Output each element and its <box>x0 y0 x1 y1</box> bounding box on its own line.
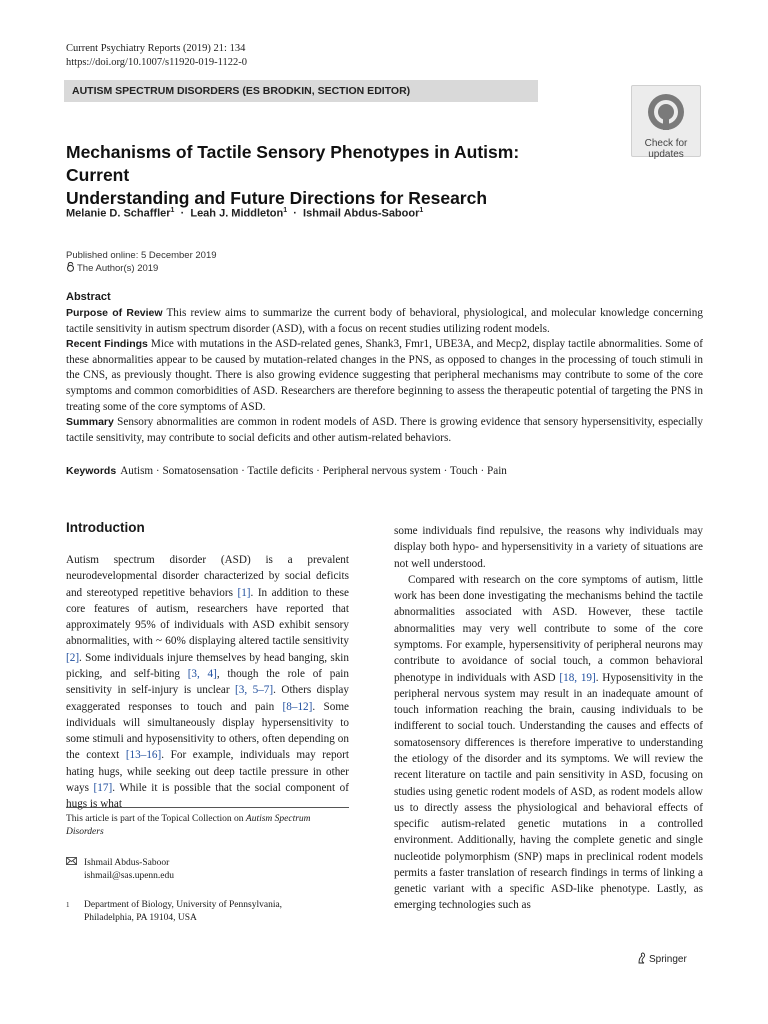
envelope-icon <box>66 857 77 865</box>
purpose-text: This review aims to summarize the current body of behavioral, physiological, and molecular knowledge concerning tactile sensitivity in autism spectrum disorder (ASD), with a focus on recent studies utilizing rodent models. <box>66 307 703 335</box>
citation-link[interactable]: [2] <box>66 651 80 664</box>
author-email[interactable]: ishmail@sas.upenn.edu <box>84 871 175 881</box>
summary-text: Sensory abnormalities are common in rodent models of ASD. There is growing evidence that sensory hypersensitivity, especially tactile sensitivity, may contribute to social deficits and other autism-related behaviors. <box>66 416 703 444</box>
badge-line2: updates <box>648 149 684 160</box>
affiliation-line2: Philadelphia, PA 19104, USA <box>84 913 197 923</box>
published-date: Published online: 5 December 2019 <box>66 250 217 261</box>
citation-link[interactable]: [3, 4] <box>187 667 217 680</box>
author-name[interactable]: Melanie D. Schaffler <box>66 207 171 220</box>
abstract-heading: Abstract <box>66 291 111 303</box>
publisher-name: Springer <box>649 954 687 965</box>
topical-collection-note <box>66 813 349 839</box>
right-text-2: . Hyposensitivity in the peripheral nervous system may result in an inadequate amount of touch information reaching the brain, causing individuals to be indifferent to social touch. Understanding the causes and effects of somatosensory differences is therefore imperative to understanding the etiology of the disorder and its symptoms. We will review the recent literature on tactile and pain sensitivity in ASD, focusing on studies using genetic rodent models of ASD, as rodent models allow us to directly assess the physiological and behavioral effects of specific autism-related genetic mutations in a controlled environment. Additionally, having the complete genetic and single nucleotide polymorphism (SNP) maps in preclinical rodent models permits a faster translation of research findings in terms of linking a genetic variant with a specific ASD-like phenotype. Lastly, as emerging technologies such as <box>394 671 703 912</box>
findings-label: Recent Findings <box>66 338 148 351</box>
introduction-heading: Introduction <box>66 520 145 535</box>
affiliation <box>66 899 282 925</box>
keywords-label: Keywords <box>66 465 117 477</box>
author-affiliation: 1 <box>170 207 175 214</box>
keywords-text: Autism · Somatosensation · Tactile deficits · Peripheral nervous system · Touch · Pain <box>120 465 507 477</box>
doi-link[interactable]: https://doi.org/10.1007/s11920-019-1122-0 <box>66 57 248 68</box>
affiliation-line1: Department of Biology, University of Pennsylvania, <box>84 900 283 910</box>
journal-citation: Current Psychiatry Reports (2019) 21: 134 <box>66 43 246 54</box>
section-banner: AUTISM SPECTRUM DISORDERS (ES BRODKIN, SECTION EDITOR) <box>64 80 538 102</box>
publisher-logo <box>637 952 687 965</box>
summary-label: Summary <box>66 416 114 429</box>
left-text-8: . While it is possible that the social component of hugs is what <box>66 781 349 811</box>
left-text-7: . For example, individuals may report hating hugs, while seeking out deep tactile pressure in other ways <box>66 749 349 794</box>
purpose-label: Purpose of Review <box>66 307 163 319</box>
author-name[interactable]: Leah J. Middleton <box>190 207 284 220</box>
left-text-4: , though the role of pain sensitivity in self-injury is unclear <box>66 667 350 697</box>
affiliation-number: 1 <box>66 901 70 909</box>
title-line1: Mechanisms of Tactile Sensory Phenotypes in Autism: Current <box>66 142 520 185</box>
author-affiliation: 1 <box>419 207 424 214</box>
right-column-text <box>394 523 703 914</box>
title-line2: Understanding and Future Directions for Research <box>66 188 488 208</box>
copyright-line <box>66 262 217 275</box>
copyright-text: The Author(s) 2019 <box>77 263 159 274</box>
abstract-body <box>66 306 703 446</box>
citation-link[interactable]: [18, 19] <box>559 671 596 684</box>
left-text-5: . Others display exaggerated responses to touch and pain <box>66 684 349 713</box>
citation-link[interactable]: [17] <box>93 781 113 794</box>
open-access-icon <box>66 262 75 272</box>
corresponding-author: Ishmail Abdus-Saboor <box>84 858 170 868</box>
citation-link[interactable]: [13–16] <box>125 749 162 762</box>
left-column-text <box>66 552 349 813</box>
publication-info <box>66 250 217 275</box>
left-text-3: . Some individuals injure themselves by head banging, skin picking, and self-biting <box>66 651 349 680</box>
keywords-line <box>66 465 507 477</box>
author-list: Melanie D. Schaffler$^1$ · Leah J. Middleton$^1$ · Ishmail Abdus-Saboor$^1$ <box>66 207 424 220</box>
left-text-1: Autism spectrum disorder (ASD) is a prevalent neurodevelopmental disorder characterized by social deficits and stereotyped repetitive behaviors <box>66 554 349 599</box>
correspondence <box>66 857 174 883</box>
findings-text: Mice with mutations in the ASD-related genes, Shank3, Fmr1, UBE3A, and Mecp2, display tactile abnormalities. Some of these abnormalities appear to be caused by mutation-related changes in the PNS, as opposed to changes in the processing of touch stimuli in the CNS, as previously thought. There is also growing evidence suggesting that peripheral mechanisms may contribute to some of the core symptoms and common comorbidities of ASD. Researchers are therefore beginning to assess the therapeutic potential of targeting the PNS in treating some of the core symptoms of ASD. <box>66 338 703 413</box>
left-text-2: . In addition to these core features of autism, researchers have reported that approximately 95% of individuals with ASD exhibit sensory abnormalities, with ~ 60% displaying altered tactile sensitivity <box>66 586 349 648</box>
check-for-updates-icon <box>646 92 686 132</box>
footnote-prefix: This article is part of the Topical Collection on <box>66 814 246 824</box>
right-paragraph-1: some individuals find repulsive, the reasons why individuals may display both hypo- and hypersensitivity in a variety of situations are not well understood. <box>394 525 703 570</box>
left-text-6: . Some individuals will simultaneously display hypersensitivity to some stimuli and hyposensitivity to others, often depending on the context <box>66 700 349 762</box>
author-affiliation: 1 <box>283 207 288 214</box>
footnote-divider <box>66 807 349 808</box>
citation-link[interactable]: [1] <box>237 586 251 599</box>
author-name[interactable]: Ishmail Abdus-Saboor <box>303 207 420 220</box>
collection-name: Autism Spectrum Disorders <box>66 814 311 837</box>
citation-link[interactable]: [8–12] <box>282 700 313 713</box>
citation-link[interactable]: [3, 5–7] <box>235 684 274 697</box>
journal-header <box>66 42 247 70</box>
article-title <box>66 141 586 210</box>
springer-horse-icon <box>637 952 647 964</box>
right-text-1: Compared with research on the core symptoms of autism, little work has been done investigating the mechanisms behind the tactile abnormalities associated with ASD. However, these tactile abnormalities may very well contribute to some of the core symptoms. For example, hypersensitivity of peripheral neurons may contribute to avoidance of social touch, a common behavioral phenotype in individuals with ASD <box>394 573 703 684</box>
badge-line1: Check for <box>644 138 688 149</box>
check-updates-badge[interactable] <box>631 85 701 160</box>
